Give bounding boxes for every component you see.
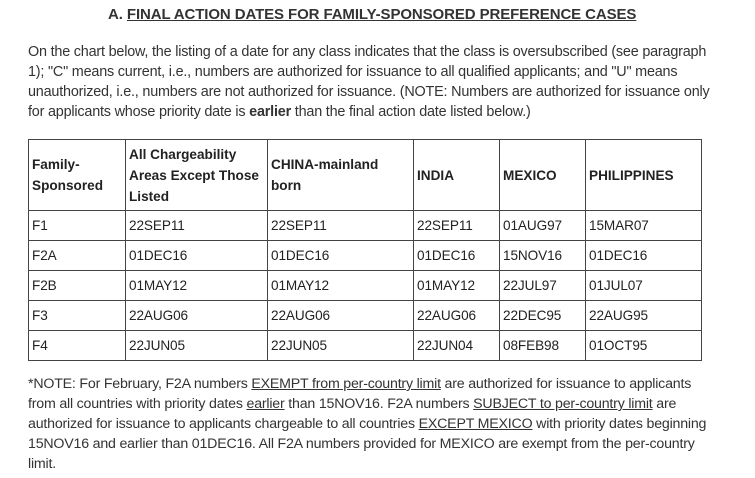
table-cell: 01MAY12 bbox=[414, 271, 500, 301]
table-row bbox=[29, 271, 702, 301]
note-text-1: *NOTE: For February, F2A numbers bbox=[28, 376, 252, 392]
table-cell: 22JUL97 bbox=[500, 271, 586, 301]
table-cell: 15MAR07 bbox=[586, 211, 702, 241]
table-cell: 22SEP11 bbox=[268, 211, 414, 241]
table-row bbox=[29, 241, 702, 271]
section-letter: A. bbox=[108, 6, 127, 23]
intro-text-1: On the chart below, the listing of a date for any class indicates that the class is oversubscribed (see paragraph 1); "C" means current, i.e., numbers are authorized for issuance to all qualified applicants; and "U" means unauthorized, i.e., numbers are not authorized for issuance. (NOTE: Numbers are authorized for issuance only for applicants whose priority date is bbox=[28, 44, 710, 120]
header-all-chargeability: All Chargeability Areas Except Those Listed bbox=[126, 140, 268, 211]
table-cell: 22SEP11 bbox=[414, 211, 500, 241]
header-india: INDIA bbox=[414, 140, 500, 211]
table-cell: F4 bbox=[29, 331, 126, 361]
table-cell: 01MAY12 bbox=[268, 271, 414, 301]
table-cell: 01DEC16 bbox=[414, 241, 500, 271]
table-cell: 22AUG06 bbox=[268, 301, 414, 331]
table-cell: 22AUG06 bbox=[126, 301, 268, 331]
note-text-4: are authorized for issuance to applicants chargeable to all countries bbox=[28, 396, 677, 432]
table-cell: 22JUN05 bbox=[126, 331, 268, 361]
note-text-3: than 15NOV16. F2A numbers bbox=[284, 396, 474, 412]
header-philippines: PHILIPPINES bbox=[586, 140, 702, 211]
header-family-sponsored: Family-Sponsored bbox=[29, 140, 126, 211]
table-cell: 01AUG97 bbox=[500, 211, 586, 241]
intro-emphasis: earlier bbox=[249, 104, 291, 120]
table-cell: 01DEC16 bbox=[586, 241, 702, 271]
table-cell: 08FEB98 bbox=[500, 331, 586, 361]
note-text-5: with priority dates beginning 15NOV16 and earlier than 01DEC16. All F2A numbers provided for MEXICO are exempt from the per-country limit. bbox=[28, 416, 707, 472]
note-underline-earlier: earlier bbox=[246, 396, 285, 412]
header-mexico: MEXICO bbox=[500, 140, 586, 211]
intro-text-2: than the final action date listed below.) bbox=[290, 104, 531, 120]
table-cell: 15NOV16 bbox=[500, 241, 586, 271]
table-cell: F2A bbox=[29, 241, 126, 271]
table-header-row bbox=[29, 140, 702, 211]
table-cell: F3 bbox=[29, 301, 126, 331]
table-cell: 01MAY12 bbox=[126, 271, 268, 301]
table-cell: 01DEC16 bbox=[126, 241, 268, 271]
table-cell: 01DEC16 bbox=[268, 241, 414, 271]
table-cell: 22JUN04 bbox=[414, 331, 500, 361]
section-heading bbox=[108, 6, 636, 23]
table-cell: 22AUG06 bbox=[414, 301, 500, 331]
table-cell: 22DEC95 bbox=[500, 301, 586, 331]
table-cell: 22JUN05 bbox=[268, 331, 414, 361]
table-cell: 01OCT95 bbox=[586, 331, 702, 361]
section-title: FINAL ACTION DATES FOR FAMILY-SPONSORED PREFERENCE CASES bbox=[126, 6, 637, 23]
table-row bbox=[29, 211, 702, 241]
footnote-paragraph bbox=[28, 374, 718, 474]
table-cell: 22SEP11 bbox=[126, 211, 268, 241]
intro-paragraph bbox=[28, 42, 718, 122]
note-underline-except-mexico: EXCEPT MEXICO bbox=[418, 416, 533, 432]
note-underline-exempt: EXEMPT from per-country limit bbox=[251, 376, 441, 392]
note-text-2: are authorized for issuance to applicants from all countries with priority dates bbox=[28, 376, 692, 412]
final-action-dates-table bbox=[28, 139, 702, 361]
table-cell: F2B bbox=[29, 271, 126, 301]
table-cell: F1 bbox=[29, 211, 126, 241]
table-cell: 01JUL07 bbox=[586, 271, 702, 301]
table-row bbox=[29, 301, 702, 331]
table-row bbox=[29, 331, 702, 361]
table-cell: 22AUG95 bbox=[586, 301, 702, 331]
header-china: CHINA-mainland born bbox=[268, 140, 414, 211]
note-underline-subject: SUBJECT to per-country limit bbox=[473, 396, 653, 412]
